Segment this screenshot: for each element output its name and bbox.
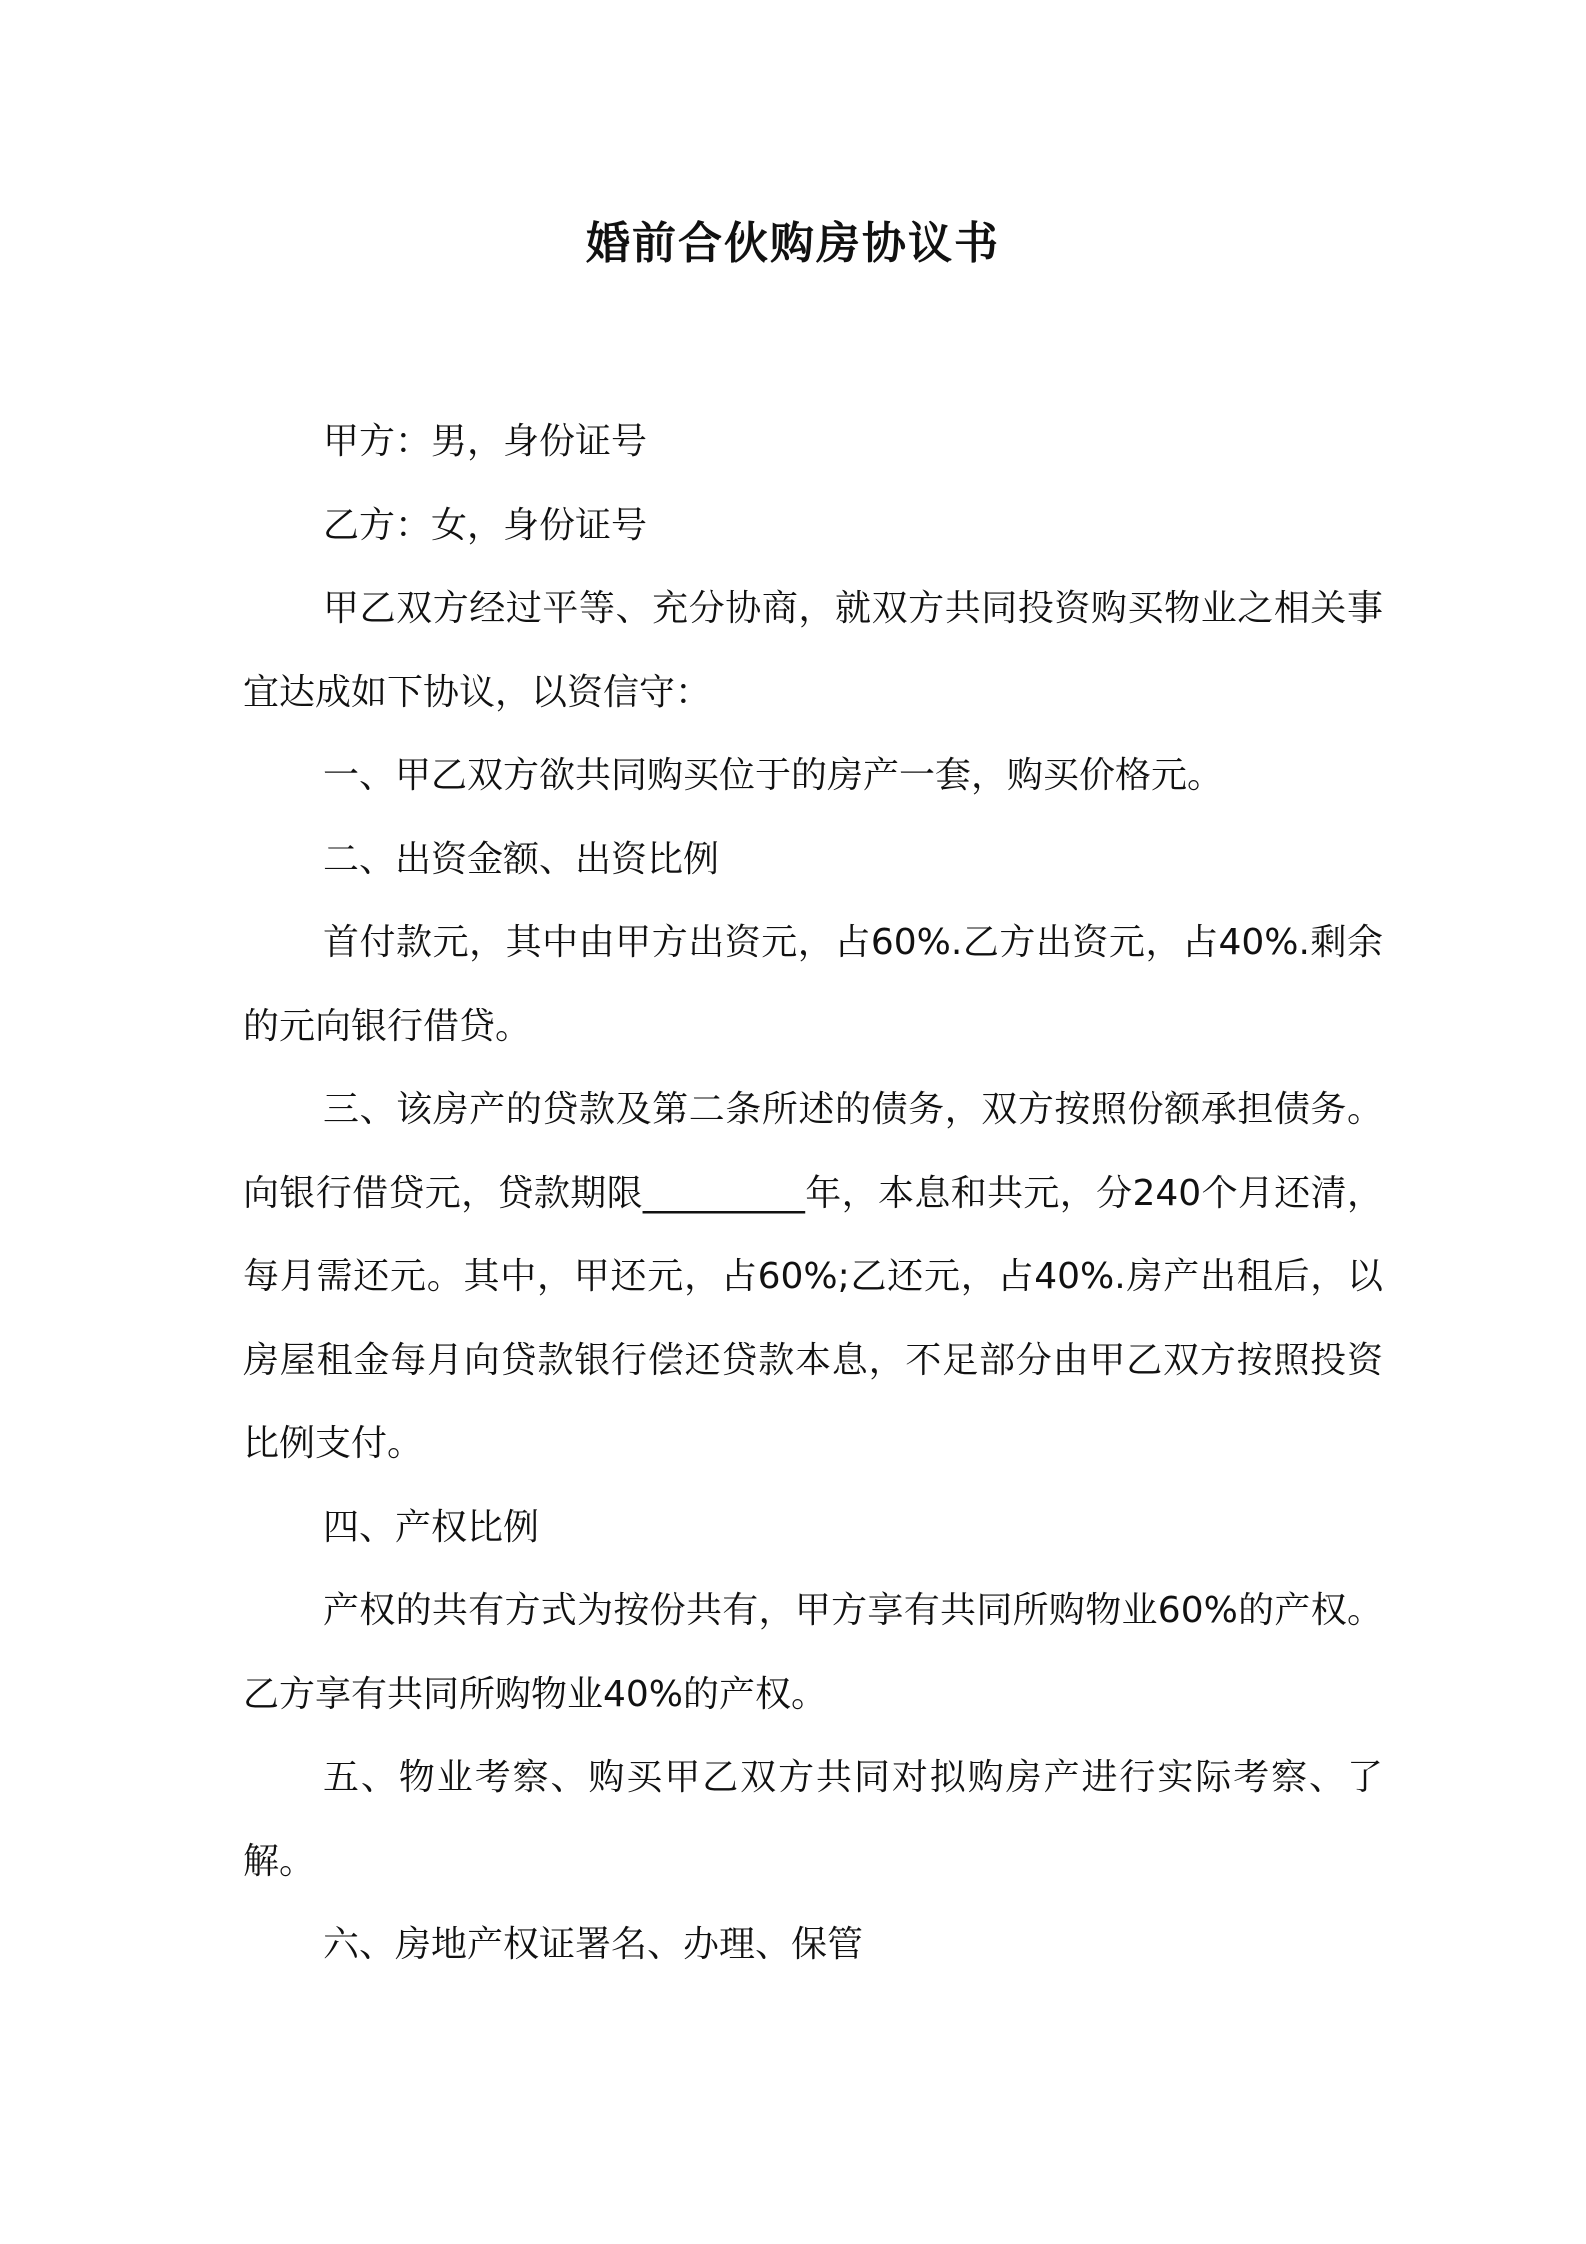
party-a-line: 甲方：男，身份证号 <box>323 421 648 462</box>
clause-4-heading: 四、产权比例 <box>323 1506 540 1548</box>
document-body <box>243 400 1383 1987</box>
clause-5: 五、物业考察、购买甲乙双方共同对拟购房产进行实际考察、了解。 <box>243 1757 1383 1882</box>
preamble-paragraph: 甲乙双方经过平等、充分协商，就双方共同投资购买物业之相关事宜达成如下协议，以资信守： <box>243 588 1383 713</box>
document-title: 婚前合伙购房协议书 <box>586 218 1000 269</box>
clause-3: 三、该房产的贷款及第二条所述的债务，双方按照份额承担债务。向银行借贷元，贷款期限_________年，本息和共元，分240个月还清，每月需还元。其中，甲还元，占60%;乙还元，占40%.房产出租后，以房屋租金每月向贷款银行偿还贷款本息，不足部分由甲乙双方按照投资比例支付。 <box>243 1089 1383 1464</box>
party-b-line: 乙方：女，身份证号 <box>323 504 648 546</box>
clause-2-heading: 二、出资金额、出资比例 <box>323 838 720 880</box>
clause-1: 一、甲乙双方欲共同购买位于的房产一套，购买价格元。 <box>323 755 1224 796</box>
clause-4-body: 产权的共有方式为按份共有，甲方享有共同所购物业60%的产权。乙方享有共同所购物业40%的产权。 <box>243 1590 1383 1715</box>
clause-2-body: 首付款元，其中由甲方出资元，占60%.乙方出资元，占40%.剩余的元向银行借贷。 <box>243 922 1383 1047</box>
clause-6-heading: 六、房地产权证署名、办理、保管 <box>323 1924 864 1965</box>
